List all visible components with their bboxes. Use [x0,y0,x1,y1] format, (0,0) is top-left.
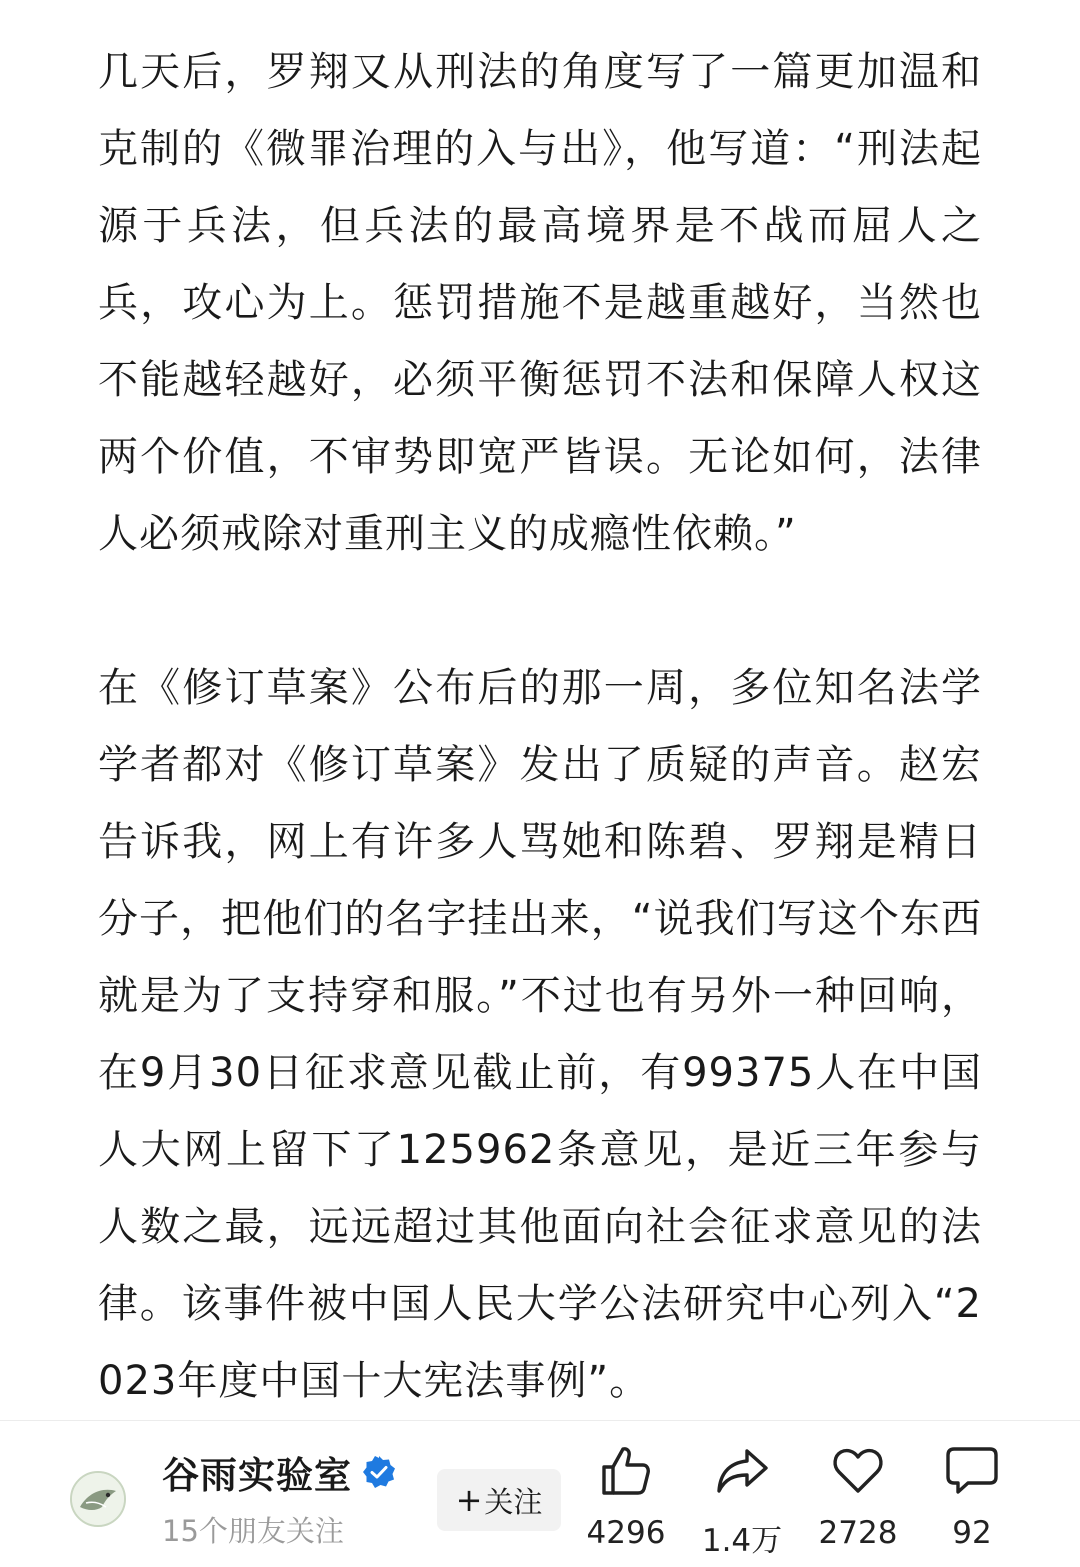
bottom-action-bar [0,1421,1080,1567]
article-paragraph: 几天后，罗翔又从刑法的角度写了一篇更加温和克制的《微罪治理的入与出》，他写道：“刑法起源于兵法，但兵法的最高境界是不战而屈人之兵，攻心为上。惩罚措施不是越重越好，当然也不能越轻越好，必须平衡惩罚不法和保障人权这两个价值，不审势即宽严皆误。无论如何，法律人必须戒除对重刑主义的成瘾性依赖。” [98,49,982,557]
heart-icon [830,1443,886,1499]
comment-bubble-icon [944,1443,1000,1499]
follow-button[interactable] [437,1469,561,1531]
friends-following-note: 15个朋友关注 [162,1514,344,1548]
comment-button[interactable] [917,1443,1027,1563]
share-arrow-icon [714,1443,770,1499]
comment-count: 92 [952,1515,992,1551]
verified-badge-icon [362,1455,396,1489]
avatar-bird-icon [72,1473,124,1525]
share-button[interactable] [687,1443,797,1563]
like-button[interactable] [571,1443,681,1563]
thumbs-up-icon [598,1443,654,1499]
article-paragraph: 在《修订草案》公布后的那一周，多位知名法学学者都对《修订草案》发出了质疑的声音。赵宏告诉我，网上有许多人骂她和陈碧、罗翔是精日分子，把他们的名字挂出来，“说我们写这个东西就是为了支持穿和服。”不过也有另外一种回响，在9月30日征求意见截止前，有99375人在中国人大网上留下了125962条意见，是近三年参与人数之最，远远超过其他面向社会征求意见的法律。该事件被中国人民大学公法研究中心列入“2023年度中国十大宪法事例”。 [98,665,982,1404]
like-count: 4296 [586,1515,666,1551]
plus-icon: + [455,1481,483,1519]
author-avatar[interactable] [70,1471,126,1527]
share-count: 1.4万 [701,1523,783,1559]
article-body [98,34,982,1420]
favorite-button[interactable] [803,1443,913,1563]
author-name-row [162,1447,396,1497]
author-name[interactable]: 谷雨实验室 [162,1454,352,1497]
follow-button-label: 关注 [484,1484,543,1519]
favorite-count: 2728 [818,1515,898,1551]
